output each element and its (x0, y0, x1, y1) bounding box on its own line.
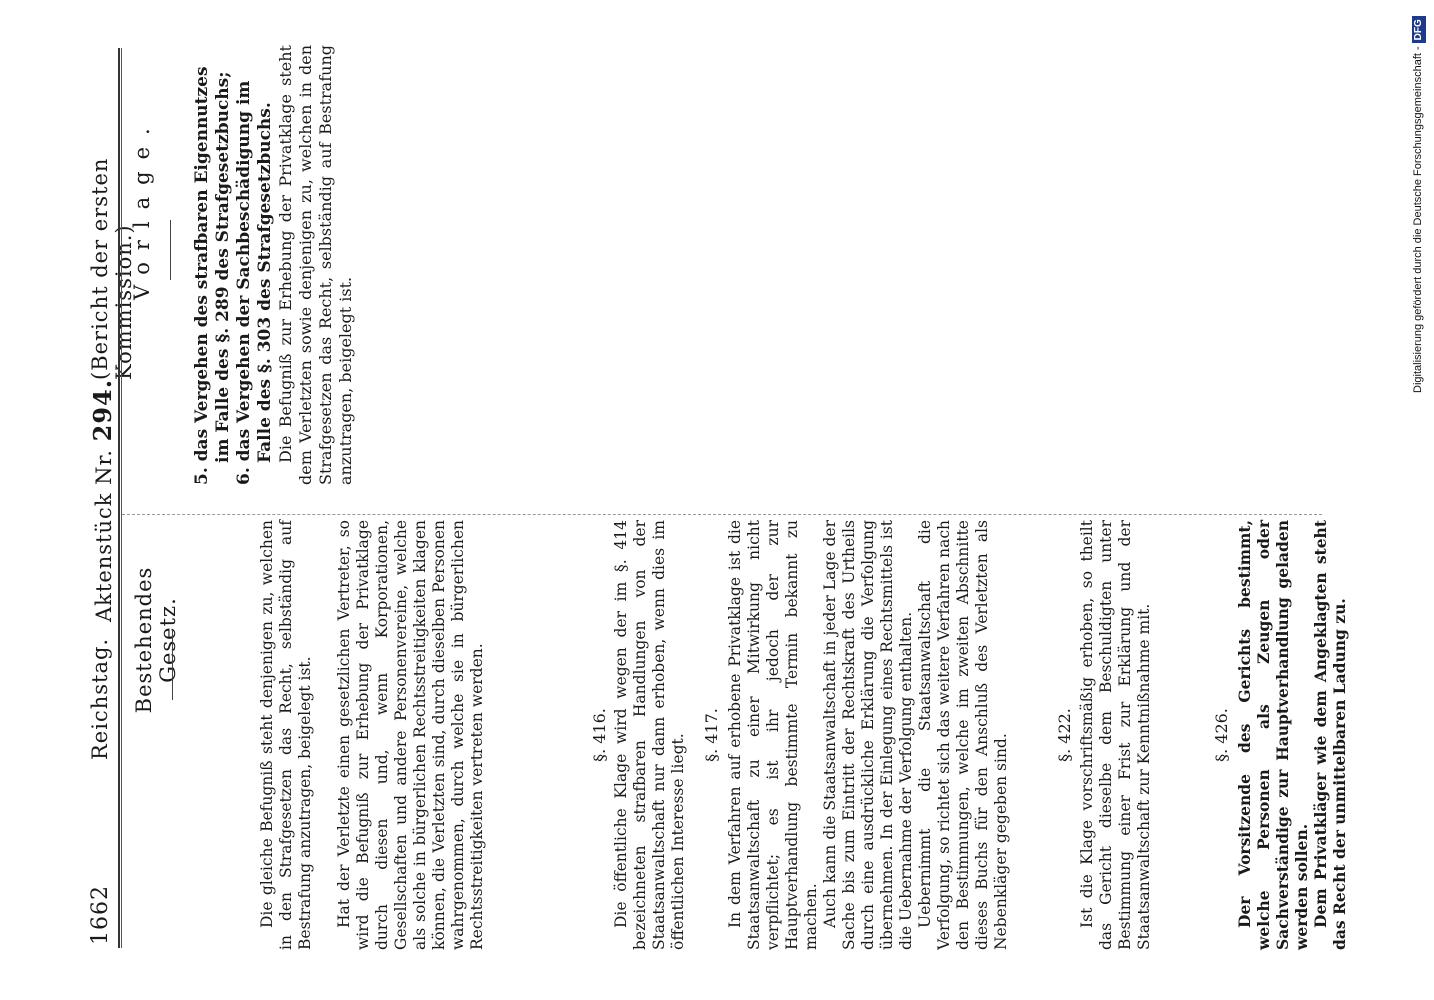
section-422-text: Ist die Klage vorschriftsmäßig erhoben, so theilt das Gericht dieselbe dem Beschuldigten unter Bestimmung einer Frist zur Erklärung und der Staatsanwaltschaft zur Kenntnißnahme mit. (1078, 520, 1153, 950)
header-right: (Bericht der ersten Kommission.) (88, 157, 136, 380)
left-title-rule (172, 630, 173, 700)
page-number: 1662 (88, 885, 113, 945)
left-column-title: Bestehendes Gesetz. (132, 566, 180, 714)
left-para-2: Hat der Verletzte einen gesetzlichen Vertreter, so wird die Befugniß zur Erhebung der Privatklage durch diesen und, wenn Korporationen, Gesellschaften und andere Personenvereine, welche als solche in bürgerlichen Rechtsstreitigkeiten klagen können, die Verletzten sind, durch dieselben Personen wahrgenommen, durch welche sie in bürgerlichen Rechtsstreitigkeiten vertreten werden. (335, 520, 486, 950)
right-title-rule (170, 220, 171, 280)
section-417-title: §. 417. (702, 708, 721, 762)
item-5: 5. das Vergehen des strafbaren Eigennutzes im Falle des §. 289 des Strafgesetzbuchs; (192, 66, 233, 485)
column-divider (122, 514, 1322, 515)
header-rule-thin (121, 48, 122, 948)
header-left: Reichstag. (88, 637, 112, 760)
item-6: 6. das Vergehen der Sachbeschädigung im Falle des §. 303 des Strafgesetzbuchs. (234, 80, 275, 485)
dfg-logo: DFG (1412, 16, 1426, 43)
section-426-text: Der Vorsitzende des Gerichts bestimmt, welche Personen als Zeugen oder Sachverständige zur Hauptverhandlung geladen werden sollen. Dem Privatkläger wie dem Angeklagten steht das Recht der unmittelbaren Ladung zu. (1235, 520, 1349, 950)
dfg-credit (1408, 8, 1430, 393)
header-doc-number: 294. (88, 378, 117, 442)
right-column-body (192, 45, 356, 485)
left-para-1: Die gleiche Befugniß steht denjenigen zu, welchen in den Strafgesetzen das Recht, selbständig auf Bestrafung anzutragen, beigelegt ist. (258, 520, 314, 950)
section-426-title: §. 426. (1212, 708, 1231, 762)
header-doc-id (88, 379, 117, 622)
right-column-title: Vorlage. (130, 116, 154, 300)
header-doc-prefix: Aktenstück Nr. (92, 449, 116, 622)
right-para: Die Befugniß zur Erhebung der Privatklage steht dem Verletzten sowie denjenigen zu, welchen in den Strafgesetzen das Recht, selbständig auf Bestrafung anzutragen, beigelegt ist. (276, 45, 355, 485)
section-417-text: In dem Verfahren auf erhobene Privatklage ist die Staatsanwaltschaft zu einer Mitwirkung nicht verpflichtet; es ist ihr jedoch der zur Hauptverhandlung bestimmte Termin bekannt zu machen. Auch kann die Staatsanwaltschaft in jeder Lage der Sache bis zum Eintritt der Rechtskraft des Urtheils durch eine ausdrückliche Erklärung die Verfolgung übernehmen. In der Einlegung eines Rechtsmittels ist die Uebernahme der Verfolgung enthalten. Uebernimmt die Staatsanwaltschaft die Verfolgung, so richtet sich das weitere Verfahren nach den Bestimmungen, welche im zweiten Abschnitte dieses Buchs für den Anschluß des Verletzten als Nebenkläger gegeben sind. (726, 520, 1010, 950)
section-416-title: §. 416. (590, 708, 609, 762)
header-rule (118, 48, 120, 948)
dfg-credit-text: Digitalisierung gefördert durch die Deutsche Forschungsgemeinschaft - (1412, 46, 1424, 393)
section-422-title: §. 422. (1055, 708, 1074, 762)
section-416-text: Die öffentliche Klage wird wegen der im §. 414 bezeichneten strafbaren Handlungen von der Staatsanwaltschaft nur dann erhoben, wenn dies im öffentlichen Interesse liegt. (612, 520, 687, 950)
